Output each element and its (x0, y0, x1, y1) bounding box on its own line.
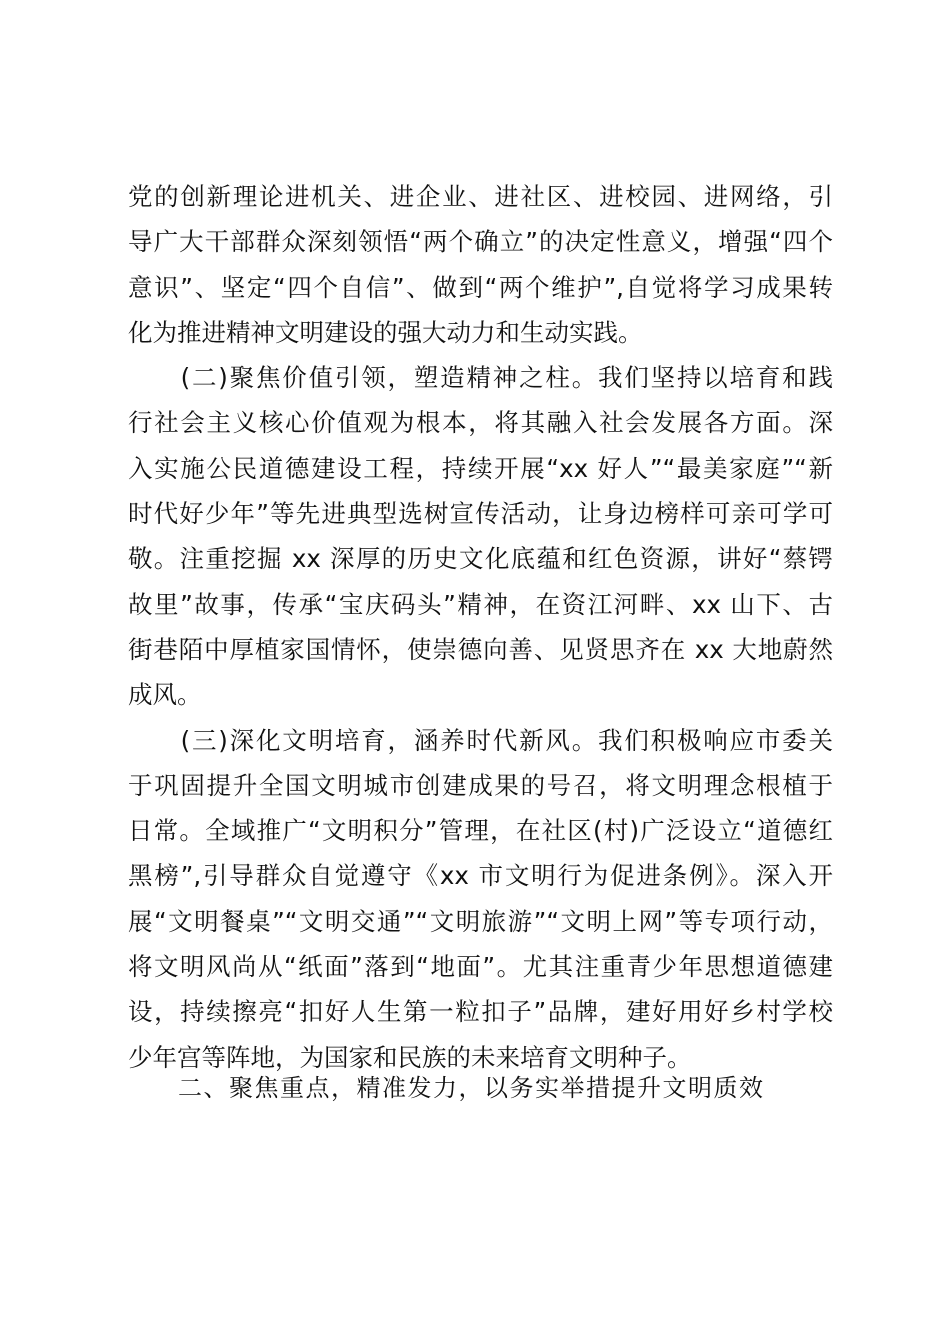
text-line-11: 街巷陌中厚植家国情怀，使崇德向善、见贤思齐在 xx 大地蔚然 (128, 634, 833, 664)
text-line-15: 日常。全域推广“文明积分”管理，在社区(村)广泛设立“道德红 (128, 816, 833, 846)
text-line-5: (二)聚焦价值引领，塑造精神之柱。我们坚持以培育和践 (128, 363, 833, 393)
text-line-10: 故里”故事，传承“宝庆码头”精神，在资江河畔、xx 山下、古 (128, 589, 833, 619)
text-line-4: 化为推进精神文明建设的强大动力和生动实践。 (128, 317, 643, 347)
text-line-19: 设，持续擦亮“扣好人生第一粒扣子”品牌，建好用好乡村学校 (128, 997, 833, 1027)
text-line-9: 敬。注重挖掘 xx 深厚的历史文化底蕴和红色资源，讲好“蔡锷 (128, 544, 833, 574)
text-line-1: 党的创新理论进机关、进企业、进社区、进校园、进网络，引 (128, 182, 833, 211)
text-line-2: 导广大干部群众深刻领悟“两个确立”的决定性意义，增强“四个 (128, 227, 833, 257)
text-line-20: 少年宫等阵地，为国家和民族的未来培育文明种子。 (128, 1042, 692, 1072)
text-line-6: 行社会主义核心价值观为根本，将其融入社会发展各方面。深 (128, 408, 833, 438)
text-line-8: 时代好少年”等先进典型选树宣传活动，让身边榜样可亲可学可 (128, 499, 833, 529)
text-line-16: 黑榜”,引导群众自觉遵守《xx 市文明行为促进条例》。深入开 (128, 861, 833, 891)
text-line-13: (三)深化文明培育，涵养时代新风。我们积极响应市委关 (128, 725, 833, 755)
text-line-7: 入实施公民道德建设工程，持续开展“xx 好人”“最美家庭”“新 (128, 453, 833, 483)
text-line-14: 于巩固提升全国文明城市创建成果的号召，将文明理念根植于 (128, 770, 833, 800)
text-line-12: 成风。 (128, 680, 202, 710)
text-line-18: 将文明风尚从“纸面”落到“地面”。尤其注重青少年思想道德建 (128, 952, 833, 982)
body-text (128, 174, 833, 1080)
text-line-17: 展“文明餐桌”“文明交通”“文明旅游”“文明上网”等专项行动， (128, 906, 833, 936)
text-line-3: 意识”、坚定“四个自信”、做到“两个维护”,自觉将学习成果转 (128, 272, 833, 302)
section-heading: 二、聚焦重点，精准发力，以务实举措提升文明质效 (178, 1074, 765, 1102)
